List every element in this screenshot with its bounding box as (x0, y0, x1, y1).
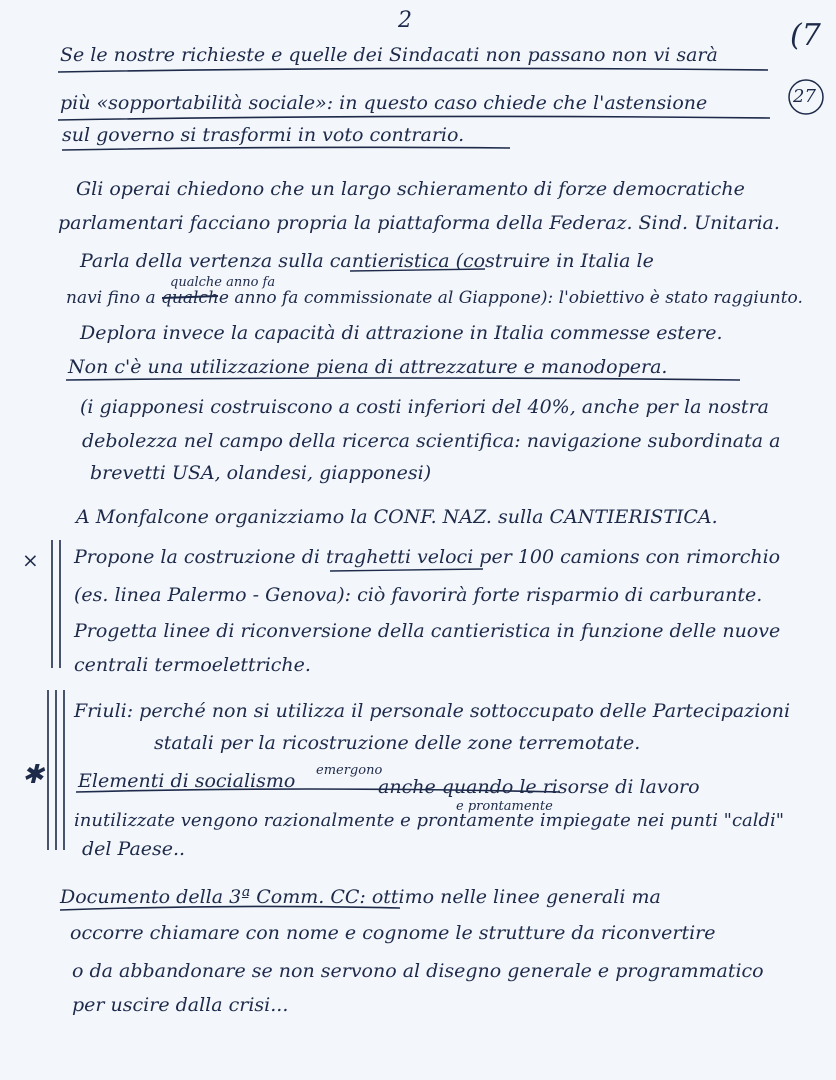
text-line-1: Se le nostre richieste e quelle dei Sindacati non passano non vi sarà (60, 44, 718, 66)
insertion-prontamente: e prontamente (456, 799, 553, 814)
text-line-3: sul governo si trasformi in voto contrario. (62, 124, 465, 146)
underline-l2 (58, 116, 770, 120)
text-line-18: Friuli: perché non si utilizza il personale sottoccupato delle Partecipazioni (74, 700, 791, 722)
text-line-7: navi fino a qualche anno fa commissionate al Giappone): l'obiettivo è stato raggiunto. (66, 288, 803, 308)
text-line-10: (i giapponesi costruiscono a costi inferiori del 40%, anche per la nostra (80, 396, 769, 418)
margin-x-mark: × (22, 548, 39, 572)
text-line-20a: Elementi di socialismo (78, 770, 296, 792)
archive-number-circled: 27 (793, 86, 816, 107)
margin-star-mark: ✱ (22, 760, 44, 790)
text-line-9: Non c'è una utilizzazione piena di attrezzature e manodopera. (68, 356, 668, 378)
text-line-2: più «sopportabilità sociale»: in questo caso chiede che l'astensione (60, 92, 708, 114)
text-line-23: Documento della 3ª Comm. CC: ottimo nelle linee generali ma (60, 886, 661, 908)
text-line-16: Progetta linee di riconversione della cantieristica in funzione delle nuove (74, 620, 781, 642)
text-line-25: o da abbandonare se non servono al disegno generale e programmatico (72, 960, 764, 982)
text-line-4: Gli operai chiedono che un largo schieramento di forze democratiche (76, 178, 745, 200)
text-line-15: (es. linea Palermo - Genova): ciò favorirà forte risparmio di carburante. (74, 584, 763, 606)
text-line-13: A Monfalcone organizziamo la CONF. NAZ. sulla CANTIERISTICA. (76, 506, 718, 528)
text-line-6: Parla della vertenza sulla cantieristica (costruire in Italia le (80, 250, 654, 272)
underline-l1 (58, 68, 768, 72)
text-line-24: occorre chiamare con nome e cognome le strutture da riconvertire (70, 922, 716, 944)
text-line-26: per uscire dalla crisi... (72, 994, 289, 1016)
underline-l3 (62, 147, 510, 150)
underline-l9 (66, 378, 740, 380)
text-line-19: statali per la ricostruzione delle zone terremotate. (154, 732, 641, 754)
text-line-20c: anche quando le risorse di lavoro (378, 776, 700, 798)
text-line-21: inutilizzate vengono razionalmente e prontamente impiegate nei punti "caldi" (74, 810, 785, 831)
underline-traghetti (330, 569, 483, 571)
text-line-11: debolezza nel campo della ricerca scientifica: navigazione subordinata a (82, 430, 781, 452)
text-line-8: Deplora invece la capacità di attrazione in Italia commesse estere. (80, 322, 723, 344)
text-line-5: parlamentari facciano propria la piattaforma della Federaz. Sind. Unitaria. (58, 212, 780, 234)
archive-number-top: (7 (790, 18, 821, 53)
page-number: 2 (398, 8, 412, 33)
insertion-qualche: qualche anno fa (170, 275, 276, 290)
insertion-emergono: emergono (316, 763, 383, 778)
text-line-12: brevetti USA, olandesi, giapponesi) (90, 462, 432, 484)
text-line-14: Propone la costruzione di traghetti veloci per 100 camions con rimorchio (74, 546, 781, 568)
text-line-22: del Paese.. (82, 838, 186, 860)
text-line-17: centrali termoelettriche. (74, 654, 311, 676)
